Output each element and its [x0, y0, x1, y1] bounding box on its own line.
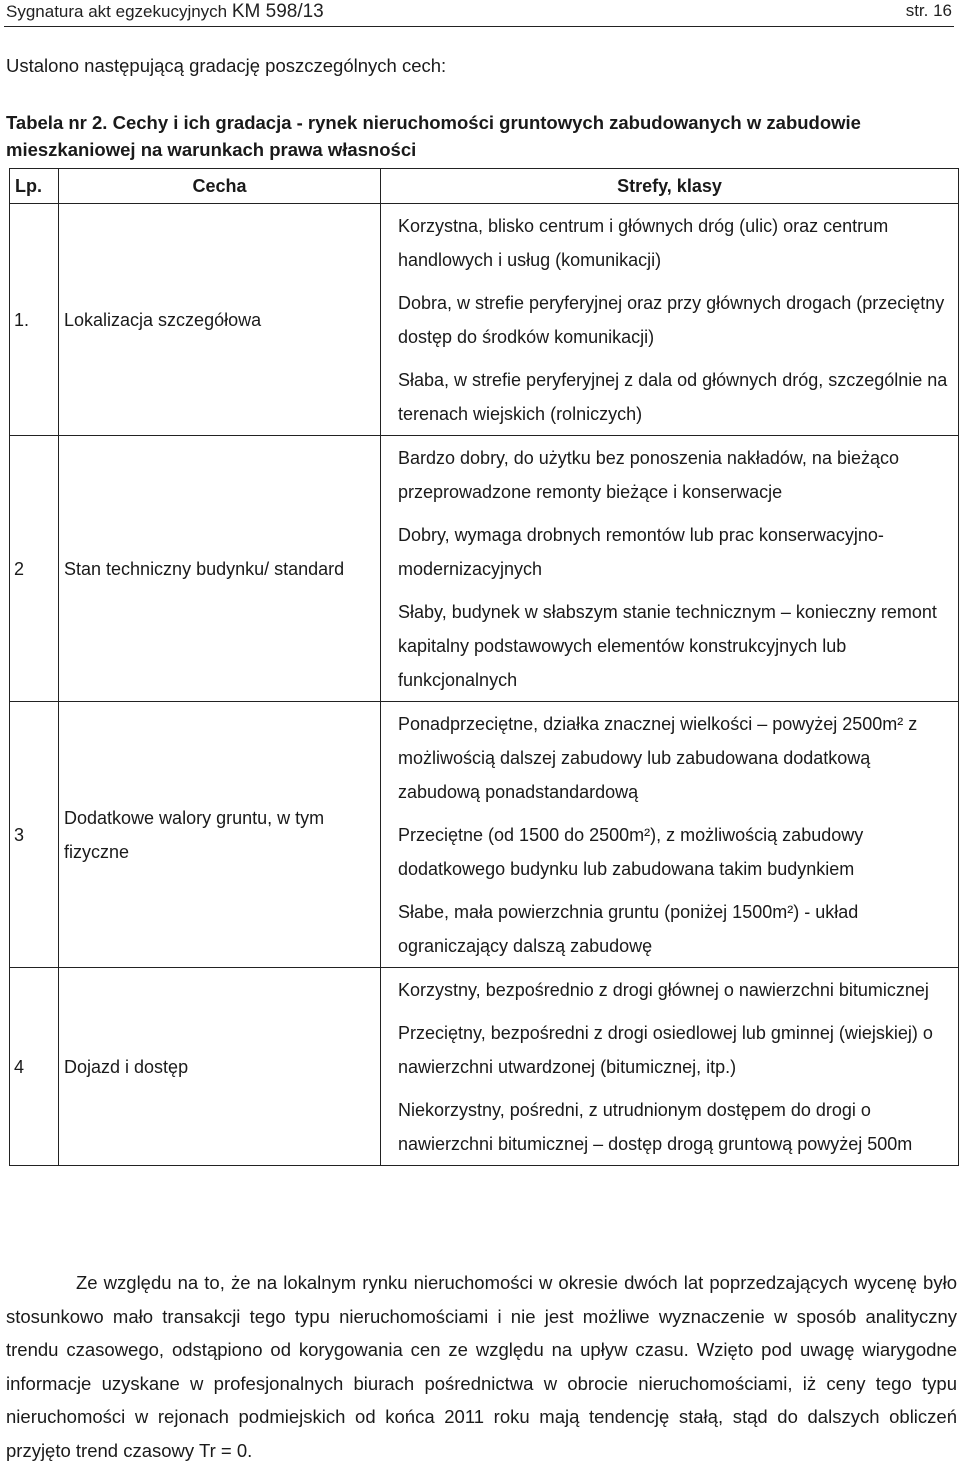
- class-cell: Korzystna, blisko centrum i głównych dróg (ulic) oraz centrum handlowych i usług (komunikacji): [381, 204, 959, 282]
- header-feature: Cecha: [59, 169, 381, 204]
- table-row: [10, 436, 959, 514]
- table-caption: Tabela nr 2. Cechy i ich gradacja - rynek nieruchomości gruntowych zabudowanych w zabudowie mieszkaniowej na warunkach prawa własności: [6, 112, 861, 160]
- features-table: [9, 168, 959, 1166]
- feature-name: Dodatkowe walory gruntu, w tym fizyczne: [59, 702, 381, 968]
- feature-name: Lokalizacja szczegółowa: [59, 204, 381, 436]
- body-paragraph-text: Ze względu na to, że na lokalnym rynku nieruchomości w okresie dwóch lat poprzedzających wycenę było stosunkowo mało transakcji tego typu nieruchomościami i nie jest możliwe wyznaczenie w sposób analityczny trendu czasowego, odstąpiono od korygowania cen ze względu na upływ czasu. Wzięto pod uwagę wiarygodne informacje uzyskane w profesjonalnych biurach pośrednictwa w obrocie nieruchomościami, iż ceny tego typu nieruchomości w rejonach podmiejskich od końca 2011 roku mają tendencję stałą, stąd do dalszych obliczeń przyjęto trend czasowy Tr = 0.: [6, 1272, 957, 1461]
- body-paragraph: [6, 1266, 957, 1467]
- class-cell: Korzystny, bezpośrednio z drogi głównej o nawierzchni bitumicznej: [381, 968, 959, 1012]
- case-signature-label: Sygnatura akt egzekucyjnych: [6, 2, 228, 21]
- class-cell: Przeciętne (od 1500 do 2500m²), z możliwością zabudowy dodatkowego budynku lub zabudowana takim budynkiem: [381, 813, 959, 890]
- class-cell: Niekorzystny, pośredni, z utrudnionym dostępem do drogi o nawierzchni bitumicznej – dostęp drogą gruntową powyżej 500m: [381, 1088, 959, 1166]
- class-cell: Słaba, w strefie peryferyjnej z dala od głównych dróg, szczególnie na terenach wiejskich (rolniczych): [381, 358, 959, 436]
- class-cell: Ponadprzeciętne, działka znacznej wielkości – powyżej 2500m² z możliwością dalszej zabudowy lub zabudowana dodatkową zabudową ponadstandardową: [381, 702, 959, 814]
- case-signature-number: KM 598/13: [231, 1, 324, 22]
- class-cell: Bardzo dobry, do użytku bez ponoszenia nakładów, na bieżąco przeprowadzone remonty bieżące i konserwacje: [381, 436, 959, 514]
- table-row: [10, 968, 959, 1012]
- header-classes: Strefy, klasy: [381, 169, 959, 204]
- table-row: [10, 204, 959, 282]
- page-number: str. 16: [905, 1, 952, 20]
- page-header: [4, 0, 954, 27]
- row-number: 1.: [10, 204, 59, 436]
- case-signature-line: [6, 1, 324, 23]
- row-number: 3: [10, 702, 59, 968]
- class-cell: Słabe, mała powierzchnia gruntu (poniżej 1500m²) - układ ograniczający dalszą zabudowę: [381, 890, 959, 968]
- row-number: 2: [10, 436, 59, 702]
- class-cell: Dobra, w strefie peryferyjnej oraz przy głównych drogach (przeciętny dostęp do środków komunikacji): [381, 281, 959, 358]
- intro-text: Ustalono następującą gradację poszczególnych cech:: [6, 55, 447, 76]
- table-header-row: [10, 169, 959, 204]
- header-lp: Lp.: [10, 169, 59, 204]
- table-row: [10, 702, 959, 814]
- class-cell: Przeciętny, bezpośredni z drogi osiedlowej lub gminnej (wiejskiej) o nawierzchni utwardzonej (bitumicznej, itp.): [381, 1011, 959, 1088]
- feature-name: Dojazd i dostęp: [59, 968, 381, 1166]
- feature-name: Stan techniczny budynku/ standard: [59, 436, 381, 702]
- row-number: 4: [10, 968, 59, 1166]
- class-cell: Dobry, wymaga drobnych remontów lub prac konserwacyjno-modernizacyjnych: [381, 513, 959, 590]
- class-cell: Słaby, budynek w słabszym stanie technicznym – konieczny remont kapitalny podstawowych elementów konstrukcyjnych lub funkcjonalnych: [381, 590, 959, 702]
